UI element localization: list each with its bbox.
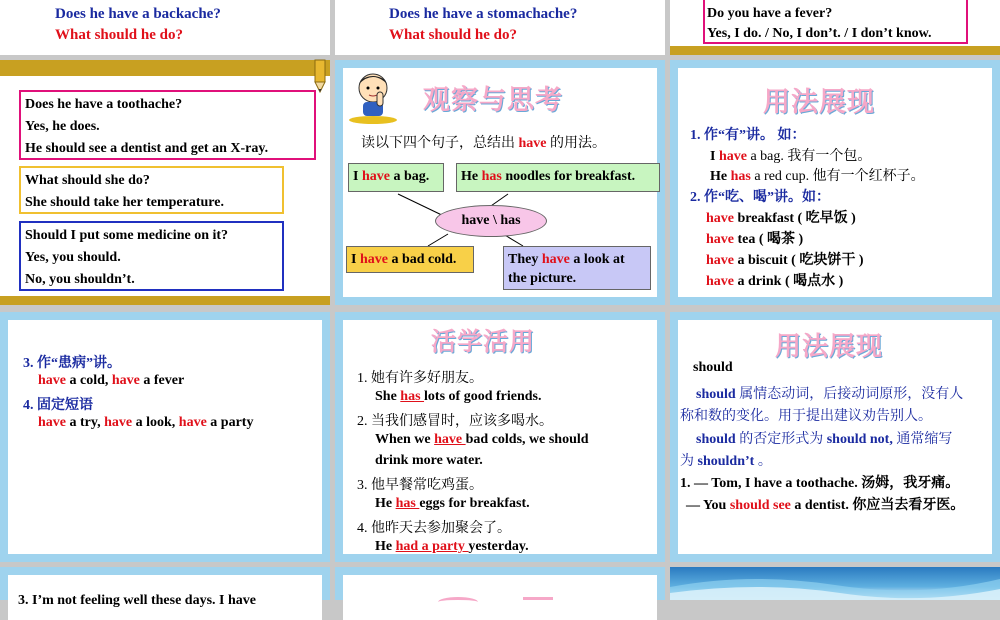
question-line: 4. 他昨天去参加聚会了。	[357, 521, 511, 536]
answer-line: He has eggs for breakfast.	[375, 496, 530, 511]
slide-backache[interactable]	[0, 0, 330, 55]
question-line: 3. 他早餐常吃鸡蛋。	[357, 478, 483, 493]
slide-title: 活学活用	[431, 327, 536, 356]
answer-line: When we have bad colds, we should	[375, 432, 589, 447]
phrase-line: have a cold, have a fever	[38, 373, 185, 388]
slide-row4-left[interactable]	[0, 567, 330, 608]
example-line: — You should see a dentist. 你应当去看牙医。	[686, 498, 965, 513]
dialogue-line: No, you shouldn’t.	[25, 272, 135, 287]
rule-line: should 属情态动词，后接动词原形，没有人	[696, 387, 964, 402]
slide-fever[interactable]	[670, 0, 1000, 55]
slide-usage-should[interactable]	[670, 312, 1000, 562]
question-text: Does he have a stomachache?	[389, 6, 578, 22]
usage-heading: 2. 作“吃、喝”讲。如：	[690, 190, 830, 205]
slide-title: 用法展现	[763, 87, 875, 118]
example-line: He has a red cup. 他有一个红杯子。	[710, 169, 925, 184]
slide-practice[interactable]	[335, 312, 665, 562]
slide-title: 观察与思考	[423, 85, 563, 116]
sentence-box-3: I have a bad cold.	[346, 246, 474, 273]
sentence-box-4: They have a look at the picture.	[503, 246, 651, 290]
instruction-pre: 读以下四个句子，总结出	[361, 136, 519, 151]
wave-decoration	[670, 567, 1000, 600]
question-text: Does he have a backache?	[55, 6, 221, 22]
sentence-box-2: He has noodles for breakfast.	[456, 163, 660, 192]
dialogue-line: What should she do?	[25, 173, 150, 188]
answer-text: Yes, I do. / No, I don’t. / I don’t know.	[707, 26, 932, 41]
example-line: 1. — Tom, I have a toothache. 汤姆，我牙痛。	[680, 476, 960, 491]
example-line: I have a bag. 我有一个包。	[710, 149, 872, 164]
phrase-line: have a try, have a look, have a party	[38, 415, 254, 430]
rule-line: 为 shouldn’t 。	[680, 454, 772, 469]
title-art-fragment	[523, 597, 553, 607]
question-line: 2. 当我们感冒时，应该多喝水。	[357, 414, 553, 429]
dialogue-line: He should see a dentist and get an X-ray.	[25, 141, 269, 156]
instruction-post: 的用法。	[546, 136, 606, 151]
slide-title: 用法展现	[775, 332, 884, 362]
instruction-keyword: have	[518, 136, 547, 151]
slide-stomachache[interactable]	[335, 0, 665, 55]
answer-line: He had a party yesterday.	[375, 539, 529, 554]
answer-line: drink more water.	[375, 453, 483, 468]
slide-dialogues[interactable]	[0, 60, 330, 305]
question-text: What should he do?	[389, 27, 517, 43]
dialogue-line: Yes, he does.	[25, 119, 100, 134]
question-text: Do you have a fever?	[707, 6, 833, 21]
dialogue-box-temperature	[19, 166, 284, 214]
keyword-heading: should	[693, 360, 733, 375]
slide-row4-right[interactable]	[670, 567, 1000, 600]
answer-line: She has lots of good friends.	[375, 389, 542, 404]
example-line: have a biscuit ( 吃块饼干 )	[706, 253, 864, 268]
usage-heading: 3. 作“患病”讲。	[23, 356, 121, 371]
slide-row4-middle[interactable]	[335, 567, 665, 600]
gold-band-top	[0, 60, 330, 76]
rule-line: 称和数的变化。用于提出建议劝告别人。	[680, 409, 932, 424]
dialogue-line: Should I put some medicine on it?	[25, 228, 229, 243]
slide-usage-have[interactable]	[670, 60, 1000, 305]
question-line: 1. 她有许多好朋友。	[357, 371, 483, 386]
dialogue-box-medicine	[19, 221, 284, 291]
center-ellipse: have \ has	[435, 205, 547, 237]
question-text: 3. I’m not feeling well these days. I have	[18, 593, 256, 608]
example-line: have breakfast ( 吃早饭 )	[706, 211, 856, 226]
usage-heading: 1. 作“有”讲。 如：	[690, 128, 806, 143]
dialogue-box-toothache	[19, 90, 316, 160]
question-text: What should he do?	[55, 27, 183, 43]
example-line: have a drink ( 喝点水 )	[706, 274, 844, 289]
title-art-fragment	[438, 597, 478, 607]
usage-heading: 4. 固定短语	[23, 398, 93, 413]
slide-usage-have-2[interactable]	[0, 312, 330, 562]
sentence-box-1: I have a bag.	[348, 163, 444, 192]
slide-observe-think[interactable]	[335, 60, 665, 305]
gold-band-bottom	[0, 296, 330, 305]
rule-line: should 的否定形式为 should not, 通常缩写	[696, 432, 953, 447]
pencil-icon	[313, 60, 327, 88]
dialogue-line: Yes, you should.	[25, 250, 121, 265]
dialogue-line: She should take her temperature.	[25, 195, 224, 210]
dialogue-line: Does he have a toothache?	[25, 97, 183, 112]
gold-band	[670, 46, 1000, 55]
example-line: have tea ( 喝茶 )	[706, 232, 804, 247]
